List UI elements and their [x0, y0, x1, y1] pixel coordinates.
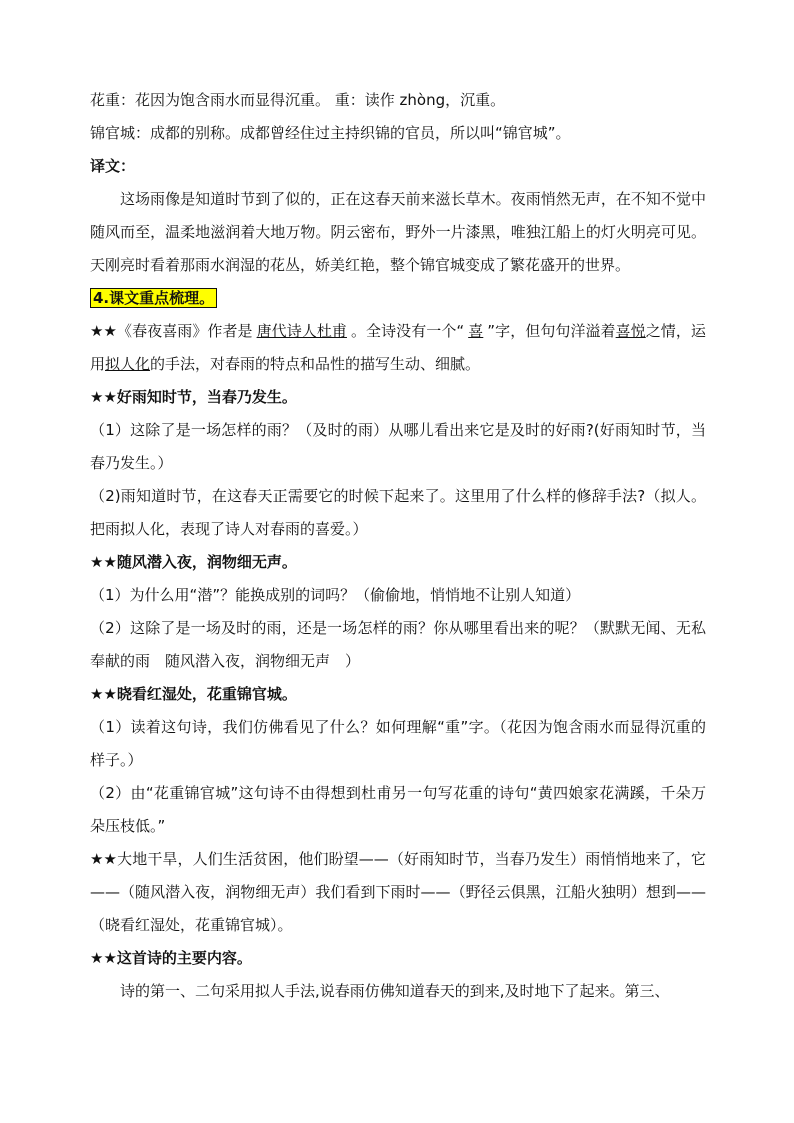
intro-answer-personification: 拟人化 — [105, 355, 151, 373]
intro-answer-joy: 喜悦 — [615, 322, 646, 340]
intro-answer-author: 唐代诗人杜甫 — [256, 322, 347, 340]
note-huazhong — [90, 84, 706, 117]
translation-body: 这场雨像是知道时节到了似的，正在这春天前来滋长草木。夜雨悄然无声，在不知不觉中随风而至，温柔地滋润着大地万物。阴云密布，野外一片漆黑，唯独江船上的灯火明亮可见。天刚亮时看着那雨水润湿的花丛，娇美红艳，整个锦官城变成了繁花盛开的世界。 — [90, 190, 706, 274]
note-huazhong-pronunciation: 重：读作 zhòng，沉重。 — [334, 91, 506, 109]
point-1-question-2: （2)雨知道时节，在这春天正需要它的时候下起来了。这里用了什么样的修辞手法?（拟人。把雨拟人化，表现了诗人对春雨的喜爱。） — [90, 487, 706, 538]
point-1-question-1: （1）这除了是一场怎样的雨？（及时的雨）从哪儿看出来它是及时的好雨?(好雨知时节，当春乃发生。） — [90, 421, 706, 472]
section-4-title: 4.课文重点梳理。 — [90, 288, 217, 308]
note-jinguancheng: 锦官城：成都的别称。成都曾经住过主持织锦的官员，所以叫“锦官城”。 — [90, 124, 571, 142]
point-3-question-1: （1）读着这句诗，我们仿佛看见了什么？如何理解“重”字。（花因为饱含雨水而显得沉重的样子。） — [90, 718, 706, 769]
note-huazhong-meaning: 花重：花因为饱含雨水而显得沉重。 — [90, 91, 335, 109]
section-4-intro — [90, 315, 706, 381]
point-heading-3: ★★晓看红湿处，花重锦官城。 — [90, 685, 297, 703]
section-4-title-line — [90, 282, 706, 315]
point-heading-1: ★★好雨知时节，当春乃发生。 — [90, 388, 297, 406]
intro-text-1: ★★《春夜喜雨》作者是 — [90, 322, 253, 340]
main-content-paragraph: 诗的第一、二句采用拟人手法,说春雨仿佛知道春天的到来,及时地下了起来。第三、 — [120, 982, 670, 1000]
point-3-question-2: （2）由“花重锦官城”这句诗不由得想到杜甫另一句写花重的诗句“黄四娘家花满蹊，千朵万朵压枝低。” — [90, 784, 706, 835]
point-2-question-1: （1）为什么用“潜”？能换成别的词吗？（偷偷地，悄悄地不让别人知道） — [90, 586, 581, 604]
intro-text-5: 的手法，对春雨的特点和品性的描写生动、细腻。 — [150, 355, 481, 373]
translation-heading: 译文： — [90, 157, 136, 175]
point-heading-2: ★★随风潜入夜，润物细无声。 — [90, 553, 297, 571]
document-page — [90, 84, 706, 1008]
intro-text-4: 之情，运用 — [90, 322, 706, 373]
intro-answer-xi: 喜 — [468, 322, 484, 340]
intro-text-2: 。全诗没有一个“ — [350, 322, 465, 340]
point-heading-5: ★★这首诗的主要内容。 — [90, 949, 252, 967]
intro-text-3: ”字，但句句洋溢着 — [487, 322, 616, 340]
point-2-question-2: （2）这除了是一场及时的雨，还是一场怎样的雨？你从哪里看出来的呢？（默默无闻、无私奉献的雨 随风潜入夜，润物细无声 ） — [90, 619, 706, 670]
point-4-summary: ★★大地干旱，人们生活贫困，他们盼望——（好雨知时节，当春乃发生）雨悄悄地来了，它——（随风潜入夜，润物细无声）我们看到下雨时——（野径云俱黑，江船火独明）想到——（晓看红湿处，花重锦官城）。 — [90, 850, 706, 934]
